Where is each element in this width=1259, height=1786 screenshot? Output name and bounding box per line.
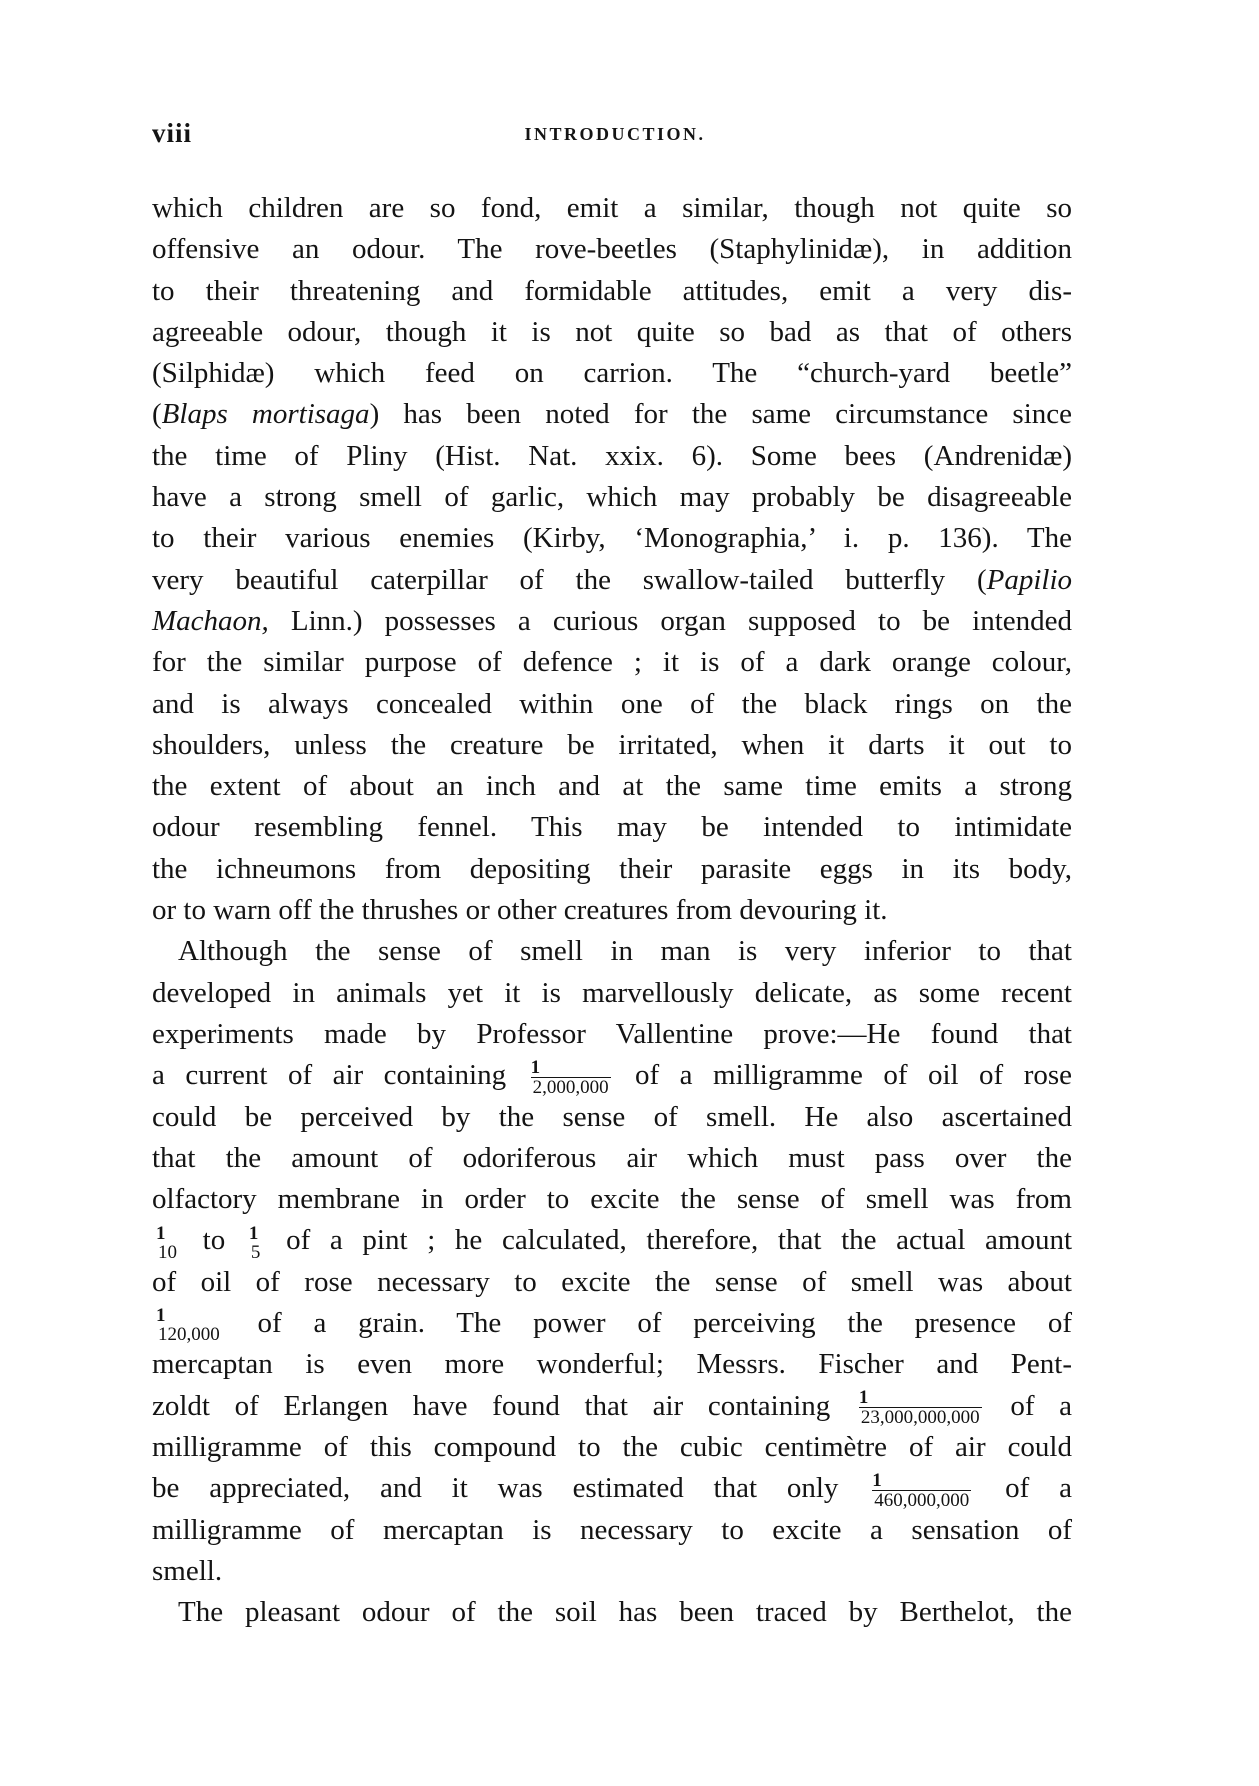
text-line: that the amount of odoriferous air which must pass over the bbox=[152, 1141, 1072, 1174]
fraction-denominator: 23,000,000,000 bbox=[860, 1407, 980, 1429]
fraction-numerator: 1 bbox=[248, 1222, 259, 1244]
fraction-denominator: 120,000 bbox=[158, 1324, 220, 1346]
fraction bbox=[249, 1224, 263, 1262]
text-line: milligramme of mercaptan is necessary to excite a sensation of bbox=[152, 1513, 1072, 1546]
text-line bbox=[152, 560, 1072, 601]
text-line: the time of Pliny (Hist. Nat. xxix. 6). Some bees (Andrenidæ) bbox=[152, 439, 1072, 472]
text-line bbox=[152, 1055, 1073, 1099]
paragraph-2 bbox=[152, 931, 1072, 1592]
running-head: INTRODUCTION. bbox=[524, 124, 706, 144]
text-fragment: to bbox=[202, 1224, 226, 1257]
fraction-denominator: 10 bbox=[158, 1241, 177, 1263]
text-fragment: of a bbox=[1010, 1389, 1073, 1422]
text-line: to their various enemies (Kirby, ‘Monographia,’ i. p. 136). The bbox=[152, 522, 1072, 555]
paragraph-3 bbox=[152, 1592, 1072, 1633]
species-name: Blaps mortisaga bbox=[161, 398, 370, 431]
text-line: the extent of about an inch and at the same time emits a strong bbox=[152, 770, 1072, 803]
fraction bbox=[859, 1388, 982, 1427]
fraction bbox=[872, 1471, 971, 1510]
text-line: for the similar purpose of defence ; it is of a dark orange colour, bbox=[152, 646, 1072, 679]
fraction-numerator: 1 bbox=[530, 1057, 541, 1079]
text-line: (Silphidæ) which feed on carrion. The “church-yard beetle” bbox=[152, 357, 1072, 390]
text-line: and is always concealed within one of the black rings on the bbox=[152, 687, 1072, 720]
text-fragment: of a bbox=[1005, 1472, 1073, 1505]
text-line: experiments made by Professor Vallentine prove:—He found that bbox=[152, 1017, 1072, 1050]
text-fragment: ( bbox=[152, 398, 162, 431]
species-name: Papilio bbox=[986, 563, 1072, 596]
text-fragment: of a milligramme of oil of rose bbox=[635, 1059, 1073, 1092]
text-line: have a strong smell of garlic, which may probably be disagreeable bbox=[152, 481, 1072, 514]
text-fragment: of a pint ; he calculated, therefore, that the actual amount bbox=[286, 1224, 1073, 1257]
text-fragment: a current of air containing bbox=[152, 1059, 507, 1092]
text-line bbox=[152, 1386, 1072, 1427]
text-line: of oil of rose necessary to excite the sense of smell was about bbox=[152, 1265, 1072, 1298]
text-line: offensive an odour. The rove-beetles (Staphylinidæ), in addition bbox=[152, 233, 1072, 266]
text-line: The pleasant odour of the soil has been traced by Berthelot, the bbox=[178, 1596, 1072, 1629]
fraction-denominator: 2,000,000 bbox=[532, 1077, 609, 1099]
species-name: Machaon, bbox=[152, 604, 269, 637]
text-fragment: very beautiful caterpillar of the swallow-tailed butterfly ( bbox=[152, 563, 987, 596]
text-line: to their threatening and formidable attitudes, emit a very dis- bbox=[152, 274, 1072, 307]
text-line: mercaptan is even more wonderful; Messrs. Fischer and Pent- bbox=[152, 1348, 1072, 1381]
text-line: the ichneumons from depositing their parasite eggs in its body, bbox=[152, 852, 1072, 885]
text-line bbox=[152, 601, 1072, 642]
fraction-numerator: 1 bbox=[156, 1305, 166, 1327]
page-header bbox=[150, 118, 1080, 154]
paragraph-1 bbox=[152, 188, 1072, 931]
text-line: developed in animals yet it is marvellously delicate, as some recent bbox=[152, 976, 1072, 1009]
fraction bbox=[156, 1306, 222, 1344]
fraction-denominator: 5 bbox=[250, 1241, 261, 1263]
text-line bbox=[152, 1303, 1072, 1344]
fraction-denominator: 460,000,000 bbox=[874, 1490, 970, 1512]
text-fragment: be appreciated, and it was estimated that only bbox=[152, 1472, 839, 1505]
text-line: Although the sense of smell in man is very inferior to that bbox=[178, 935, 1072, 968]
text-fragment: ) has been noted for the same circumstance since bbox=[369, 398, 1073, 431]
text-line: which children are so fond, emit a similar, though not quite so bbox=[152, 192, 1072, 224]
text-line: milligramme of this compound to the cubic centimètre of air could bbox=[152, 1430, 1072, 1463]
text-fragment: Linn.) possesses a curious organ supposed to be intended bbox=[268, 604, 1072, 637]
text-line: or to warn off the thrushes or other creatures from devouring it. bbox=[152, 894, 888, 927]
text-line: shoulders, unless the creature be irritated, when it darts it out to bbox=[152, 728, 1072, 761]
text-fragment: zoldt of Erlangen have found that air containing bbox=[152, 1389, 831, 1422]
fraction bbox=[531, 1058, 611, 1097]
text-line bbox=[152, 1468, 1073, 1512]
text-line: agreeable odour, though it is not quite so bad as that of others bbox=[152, 315, 1072, 348]
fraction bbox=[156, 1224, 179, 1262]
text-line bbox=[152, 394, 1072, 435]
fraction-numerator: 1 bbox=[872, 1470, 882, 1492]
text-fragment: of a grain. The power of perceiving the presence of bbox=[257, 1307, 1072, 1340]
text-line: olfactory membrane in order to excite the sense of smell was from bbox=[152, 1183, 1072, 1216]
text-line: could be perceived by the sense of smell. He also ascertained bbox=[152, 1100, 1072, 1133]
page-number: viii bbox=[152, 118, 193, 148]
text-line: odour resembling fennel. This may be intended to intimidate bbox=[152, 811, 1072, 844]
text-line: smell. bbox=[152, 1554, 223, 1587]
page-body bbox=[152, 188, 1072, 1633]
fraction-numerator: 1 bbox=[858, 1387, 869, 1409]
fraction-numerator: 1 bbox=[156, 1222, 166, 1244]
text-line bbox=[152, 1220, 1072, 1261]
